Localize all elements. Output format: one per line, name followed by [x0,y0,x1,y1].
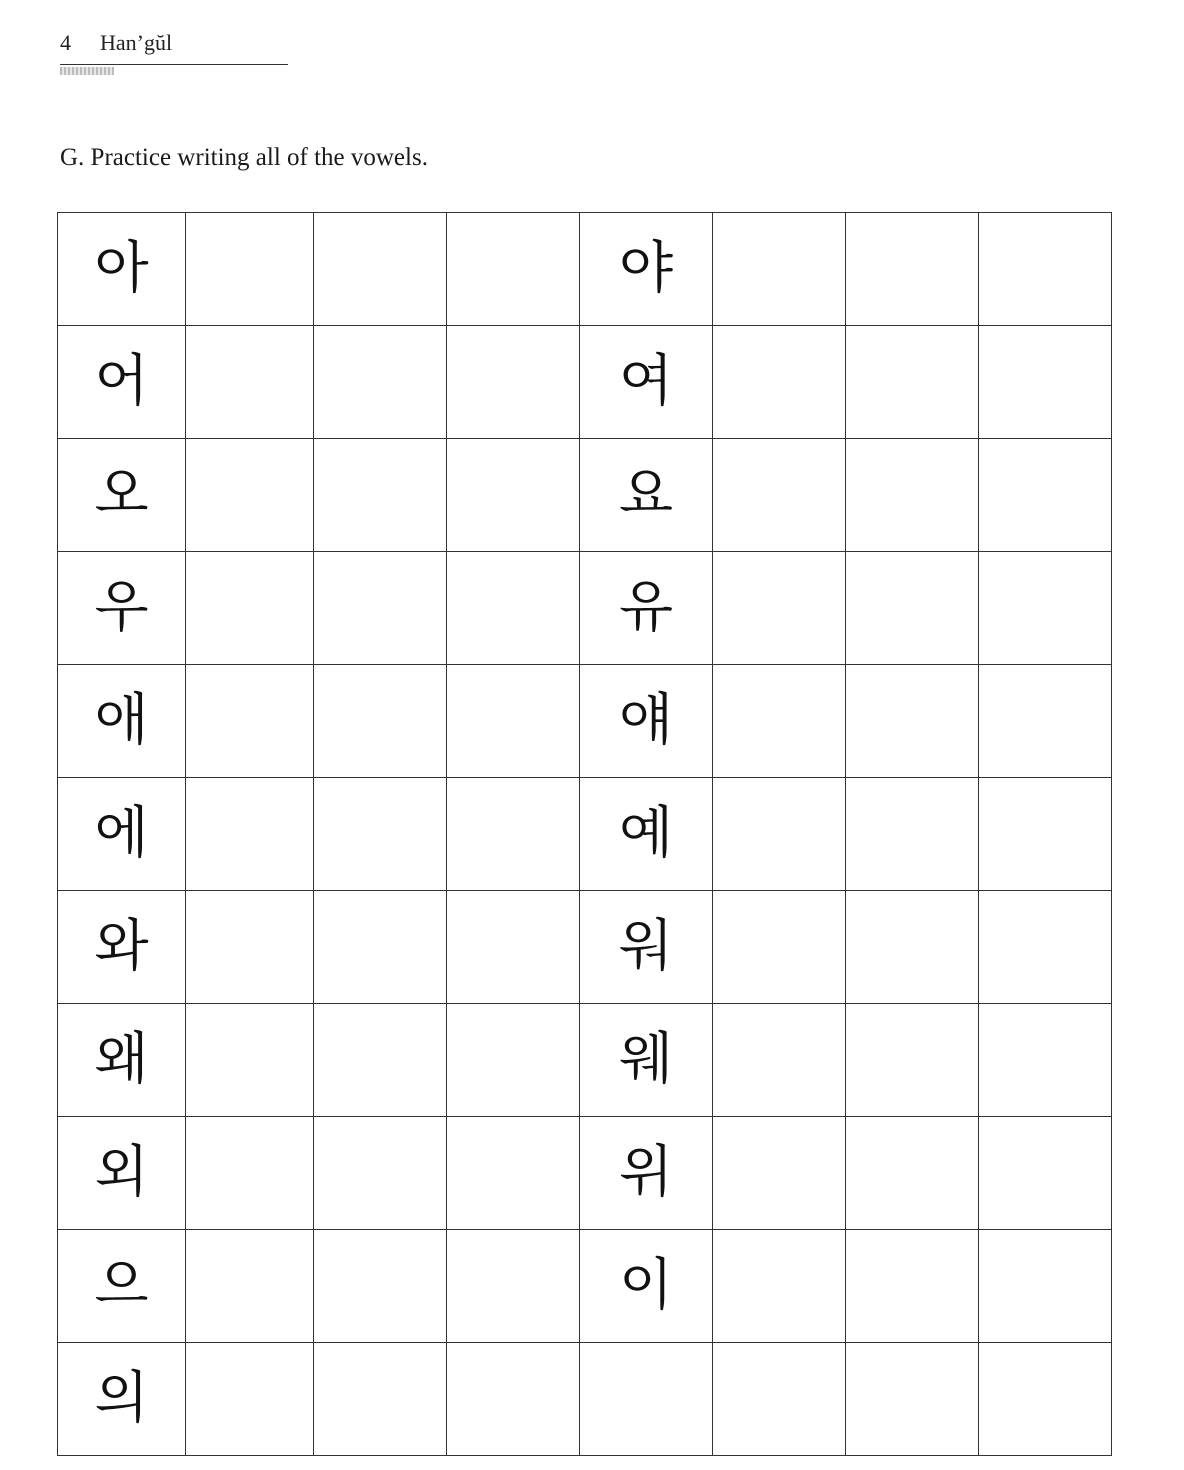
practice-cell[interactable] [979,1004,1112,1117]
practice-cell[interactable] [186,326,314,439]
practice-cell[interactable] [186,1117,314,1230]
grid-row [58,326,1112,439]
grid-row [58,1343,1112,1456]
practice-cell[interactable] [314,665,447,778]
practice-cell[interactable] [713,1004,846,1117]
practice-cell[interactable] [447,665,580,778]
practice-cell[interactable] [713,552,846,665]
practice-cell[interactable] [447,439,580,552]
model-syllable-right: 얘 [580,665,713,778]
practice-cell[interactable] [713,1117,846,1230]
model-syllable-left: 외 [58,1117,186,1230]
practice-cell[interactable] [447,1004,580,1117]
practice-cell[interactable] [186,213,314,326]
practice-cell[interactable] [713,778,846,891]
practice-cell[interactable] [447,891,580,1004]
practice-cell[interactable] [447,778,580,891]
practice-cell[interactable] [186,778,314,891]
practice-cell[interactable] [846,213,979,326]
practice-cell[interactable] [846,1230,979,1343]
model-syllable-left: 왜 [58,1004,186,1117]
practice-cell[interactable] [447,552,580,665]
grid-row [58,1117,1112,1230]
practice-cell[interactable] [314,778,447,891]
practice-cell[interactable] [186,1230,314,1343]
practice-cell[interactable] [979,439,1112,552]
practice-cell[interactable] [314,552,447,665]
practice-cell[interactable] [314,1004,447,1117]
model-syllable-left: 우 [58,552,186,665]
header-shade-mark [60,67,114,75]
running-head [60,30,172,56]
grid-row [58,891,1112,1004]
practice-cell[interactable] [314,1117,447,1230]
model-syllable-right: 야 [580,213,713,326]
practice-cell[interactable] [314,213,447,326]
practice-cell[interactable] [314,326,447,439]
grid-row [58,552,1112,665]
practice-cell[interactable] [447,213,580,326]
grid-row [58,1230,1112,1343]
practice-cell[interactable] [186,891,314,1004]
practice-grid [57,212,1112,1456]
practice-cell[interactable] [979,1343,1112,1456]
practice-cell[interactable] [186,552,314,665]
practice-cell[interactable] [979,891,1112,1004]
grid-row [58,439,1112,552]
practice-cell[interactable] [186,439,314,552]
grid-row [58,665,1112,778]
model-syllable-right: 이 [580,1230,713,1343]
practice-cell[interactable] [314,1230,447,1343]
model-syllable-left: 어 [58,326,186,439]
grid-row [58,213,1112,326]
practice-cell[interactable] [979,778,1112,891]
model-syllable-right: 웨 [580,1004,713,1117]
practice-cell[interactable] [713,213,846,326]
practice-cell[interactable] [846,326,979,439]
model-syllable-left: 으 [58,1230,186,1343]
practice-cell[interactable] [186,1343,314,1456]
practice-cell[interactable] [979,326,1112,439]
practice-cell[interactable] [186,1004,314,1117]
practice-cell[interactable] [447,1230,580,1343]
practice-cell[interactable] [979,665,1112,778]
practice-cell[interactable] [713,326,846,439]
practice-cell[interactable] [979,1117,1112,1230]
model-syllable-right: 예 [580,778,713,891]
practice-cell[interactable] [979,213,1112,326]
practice-cell[interactable] [846,439,979,552]
model-syllable-left: 아 [58,213,186,326]
practice-cell[interactable] [979,1230,1112,1343]
grid-row [58,1004,1112,1117]
practice-cell[interactable] [846,1117,979,1230]
practice-cell[interactable] [713,665,846,778]
practice-cell[interactable] [846,1004,979,1117]
practice-cell[interactable] [314,1343,447,1456]
header-rule [60,64,288,65]
practice-cell[interactable] [846,1343,979,1456]
practice-cell[interactable] [447,326,580,439]
practice-cell[interactable] [447,1117,580,1230]
practice-cell[interactable] [713,1343,846,1456]
page-number: 4 [60,30,71,55]
practice-cell[interactable] [314,439,447,552]
practice-cell[interactable] [846,665,979,778]
exercise-instruction: G. Practice writing all of the vowels. [60,144,428,171]
practice-cell[interactable] [846,552,979,665]
model-syllable-left: 오 [58,439,186,552]
practice-cell[interactable] [713,891,846,1004]
model-syllable-right: 워 [580,891,713,1004]
model-syllable-right: 여 [580,326,713,439]
running-title: Han’gŭl [100,30,173,55]
model-syllable-left: 에 [58,778,186,891]
model-syllable-left: 와 [58,891,186,1004]
model-syllable-right [580,1343,713,1456]
practice-cell[interactable] [979,552,1112,665]
grid-row [58,778,1112,891]
model-syllable-left: 의 [58,1343,186,1456]
model-syllable-right: 요 [580,439,713,552]
model-syllable-right: 유 [580,552,713,665]
practice-cell[interactable] [713,439,846,552]
practice-cell[interactable] [314,891,447,1004]
practice-cell[interactable] [846,778,979,891]
practice-cell[interactable] [846,891,979,1004]
practice-cell[interactable] [713,1230,846,1343]
practice-cell[interactable] [186,665,314,778]
practice-cell[interactable] [447,1343,580,1456]
model-syllable-right: 위 [580,1117,713,1230]
model-syllable-left: 애 [58,665,186,778]
